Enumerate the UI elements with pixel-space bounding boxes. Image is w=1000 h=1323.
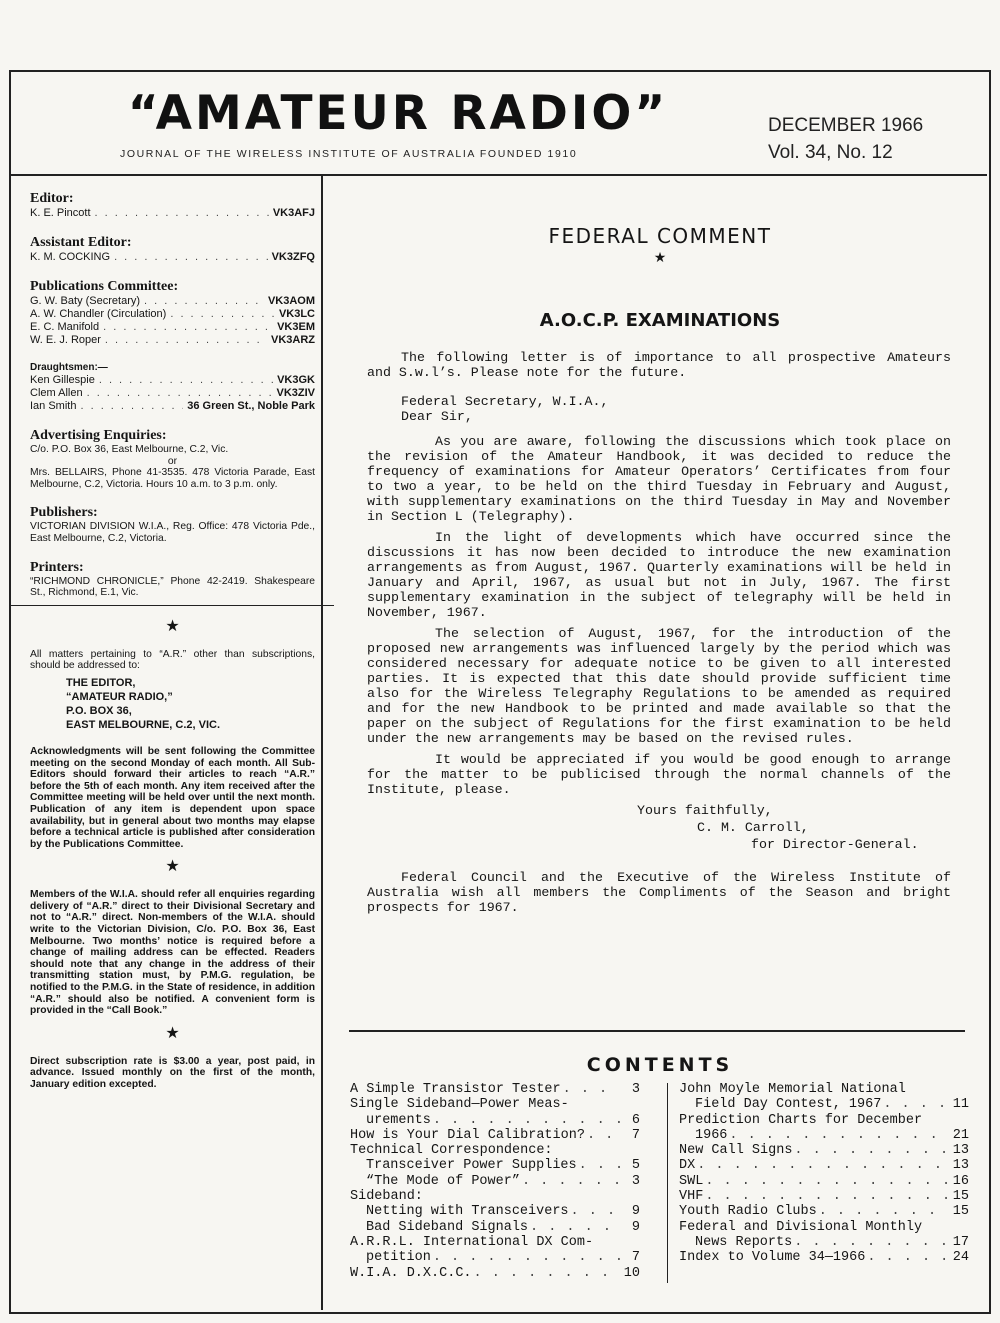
assistant-name: K. M. COCKING [30,251,111,263]
star-icon: ★ [653,251,667,266]
leader-dots [579,1158,620,1173]
contents-entry-page: 7 [631,1127,640,1143]
contents-entry-page: 6 [631,1112,640,1128]
editor-name: K. E. Pincott [30,207,91,219]
member-name: W. E. J. Roper [30,334,101,346]
contents-entry-page: 13 [952,1143,969,1159]
contents-entry [350,1235,640,1250]
contents-entry [679,1204,969,1219]
members-text: Members of the W.I.A. should refer all enquiries regarding delivery of “A.R.” direct to their Divisional Secretary and not to “A.R.” direct. Non-members of the W.I.A. should write to the Victorian Division, C/o. P.O. Box 36, East Melbourne. Two months’ notice is required before a change of mailing address can be effected. Readers should note that any change in the address of their transmitting station must, by P.M.G. regulation, be notified to the P.M.G. in the State of residence, in addition “A.R.” should also be notified. A convenient form is provided in the “Call Book.” [30,889,315,1017]
contents-entry [679,1113,969,1128]
star-icon: ★ [165,617,180,635]
assistant-section [30,234,315,264]
contents-entry [679,1082,969,1097]
contents-entry-page: 13 [952,1158,969,1174]
contents-entry-title: W.I.A. D.X.C.C. [350,1265,472,1281]
draughtsman-call: VK3ZIV [276,387,315,399]
committee-row [30,334,315,347]
contents-entry-title: Bad Sideband Signals [366,1219,529,1235]
header-divider [11,174,987,176]
printers-text: “RICHMOND CHRONICLE,” Phone 42-2419. Shakespeare St., Richmond, E.1, Vic. [30,575,315,599]
publishers-text: VICTORIAN DIVISION W.I.A., Reg. Office: 478 Victoria Pde., East Melbourne, C.2, Victoria. [30,521,315,544]
leader-dots [867,1250,949,1265]
leader-dots [433,1113,620,1128]
contents-entry [350,1174,640,1189]
committee-section [30,278,315,347]
leader-dots [729,1128,949,1143]
signature-title: for Director-General. [751,837,919,852]
contents-column-divider [667,1083,668,1283]
contents-entry-title: Prediction Charts for December [679,1112,923,1128]
contents-entry [679,1174,969,1189]
article-body [367,350,951,921]
contents-entry-title: Transceiver Power Supplies [366,1158,577,1174]
contents-entry-title: SWL [679,1173,704,1189]
leader-dots [705,1189,949,1204]
draughtsman-row [30,374,315,387]
letter-paragraph: The selection of August, 1967, for the introduction of the proposed new arrangements was influenced largely by the period which was considered necessary for adequate notice to be given to all interested parties. It is expected that this date should provide sufficient time also for the Wireless Telegraphy Regulations to be amended as required and for the new Handbook to be printed and made available so that the paper on the subject of Regulations for the first examination to be held under the new arrangements may be based on the revised rules. [367,626,951,746]
contents-entry-page: 9 [631,1219,640,1235]
address-line: THE EDITOR, [66,676,136,689]
assistant-row [30,251,315,264]
issue-volume: Vol. 34, No. 12 [768,142,893,163]
contents-entry-page: 16 [952,1173,969,1189]
address-line: “AMATEUR RADIO,” [66,690,173,703]
draughtsman-row [30,387,315,400]
leader-dots [794,1235,949,1250]
publishers-heading: Publishers: [30,505,98,521]
leader-dots [819,1204,949,1219]
contents-entry-title: Index to Volume 34—1966 [679,1250,866,1266]
leader-dots [705,1174,949,1189]
contents-entry-title: petition [366,1250,431,1266]
sidebar [30,190,315,1091]
draughtsman-name: Ken Gillespie [30,374,95,386]
committee-heading: Publications Committee: [30,279,179,294]
salutation: Dear Sir, [401,409,473,424]
address-line: EAST MELBOURNE, C.2, VIC. [66,718,221,731]
leader-dots [794,1143,949,1158]
draughtsman-name: Clem Allen [30,387,83,399]
contents-entry [679,1143,969,1158]
member-name: A. W. Chandler (Circulation) [30,308,167,320]
advertising-address: C/o. P.O. Box 36, East Melbourne, C.2, Vic. [30,444,229,455]
editor-address [66,676,315,732]
contents-entry-page: 5 [631,1158,640,1174]
member-call: VK3LC [278,308,315,320]
contents-entry-title: DX [679,1158,696,1174]
contents-entry-title: urements [366,1112,431,1128]
contents-entry [350,1143,640,1158]
leader-dots [530,1220,620,1235]
printers-section [30,559,315,606]
leader-dots [571,1204,620,1219]
editor-section [30,190,315,220]
contents-right-column [679,1082,969,1266]
sidebar-rule [11,605,334,606]
contents-entry-page: 3 [631,1082,640,1097]
leader-dots [908,1082,949,1097]
committee-row [30,308,315,321]
editor-call: VK3AFJ [272,207,315,219]
contents-entry-title: Sideband: [350,1189,423,1205]
season-greeting: Federal Council and the Executive of the Wireless Institute of Australia wish all members the Compliments of the Season and bright prospects for 1967. [367,870,951,915]
contents-entry [350,1250,640,1265]
leader-dots [555,1143,620,1158]
contents-entry-page: 3 [631,1173,640,1189]
contents-entry [679,1250,969,1265]
section-title: FEDERAL COMMENT [548,224,772,248]
star-icon: ★ [165,858,180,876]
contents-entry [679,1128,969,1143]
contents-entry-page: 11 [952,1097,969,1113]
contents-entry [679,1097,969,1112]
contents-entry-title: A Simple Transistor Tester [350,1082,561,1097]
contents-entry-page: 15 [952,1189,969,1205]
star-icon: ★ [165,1024,180,1042]
contents-entry-title: John Moyle Memorial National [679,1082,906,1097]
contents-entry-page: 24 [952,1250,969,1266]
contents-entry-title: Technical Correspondence: [350,1143,553,1159]
committee-row [30,295,315,308]
member-name: G. W. Baty (Secretary) [30,295,141,307]
contents-entry [350,1266,640,1281]
contents-entry [350,1220,640,1235]
intro-paragraph: The following letter is of importance to all prospective Amateurs and S.w.l’s. Please note for the future. [367,350,951,380]
advertising-or: or [167,455,178,467]
contents-entry-title: Field Day Contest, 1967 [695,1097,882,1113]
issue-date: DECEMBER 1966 [768,115,924,136]
advertising-heading: Advertising Enquiries: [30,428,167,443]
contents-entry-title: Federal and Divisional Monthly [679,1219,923,1235]
contents-entry-title: VHF [679,1189,704,1205]
addressee: Federal Secretary, W.I.A., [401,394,609,409]
contents-entry [350,1158,640,1173]
matters-text: All matters pertaining to “A.R.” other than subscriptions, should be addressed to: [30,648,315,672]
member-call: VK3AOM [267,295,315,307]
contents-entry-page: 10 [623,1265,640,1281]
contents-entry-page [951,1113,969,1128]
article-headline: A.O.C.P. EXAMINATIONS [539,310,781,331]
contents-entry-page: 7 [631,1250,640,1266]
leader-dots [595,1235,620,1250]
contents-entry-page: 15 [952,1204,969,1220]
leader-dots [474,1266,620,1281]
contents-entry-title: A.R.R.L. International DX Com- [350,1234,594,1250]
draughtsman-name: Ian Smith [30,400,77,412]
contents-entry-title: New Call Signs [679,1143,793,1159]
leader-dots [563,1082,620,1097]
advertising-section [30,427,315,490]
printers-heading: Printers: [30,559,84,575]
contents-entry-title: 1966 [695,1127,728,1143]
contents-entry [350,1097,640,1112]
assistant-heading: Assistant Editor: [30,235,132,250]
issue-info [768,112,923,166]
contents-entry-page: 21 [952,1127,969,1143]
contents-entry [679,1220,969,1235]
contents-entry-page [951,1220,969,1235]
subscription-text: Direct subscription rate is $3.00 a year, post paid, in advance. Issued monthly on the first of the month, January edition excepted. [30,1055,315,1090]
address-line: P.O. BOX 36, [66,704,132,717]
letter-paragraph: In the light of developments which have occurred since the discussions it has now been decided to introduce the new examination arrangements as from August, 1967. Quarterly examinations will be held in January and April, 1967, as usual but not in July, 1967. The first supplementary examination in the subject of telegraphy will be held in November, 1967. [367,530,951,620]
contents-entry-page [951,1082,969,1097]
contents-rule [349,1030,965,1032]
masthead-subtitle: JOURNAL OF THE WIRELESS INSTITUTE OF AUSTRALIA FOUNDED 1910 [120,148,578,160]
committee-row [30,321,315,334]
contents-left-column [350,1082,640,1281]
contents-entry [350,1082,640,1097]
leader-dots [883,1097,949,1112]
leader-dots [697,1158,949,1173]
letter-paragraph: It would be appreciated if you would be good enough to arrange for the matter to be publicised through the normal channels of the Institute, please. [367,752,951,797]
contents-entry-title: Youth Radio Clubs [679,1204,817,1220]
contents-entry-title: Single Sideband—Power Meas- [350,1097,569,1113]
advertising-contact: Mrs. BELLAIRS, Phone 41-3535. 478 Victoria Parade, East Melbourne, C.2, Victoria. Hours 10 a.m. to 3 p.m. only. [30,467,315,490]
draughtsmen-section [30,361,315,413]
contents-entry [350,1204,640,1219]
editor-heading: Editor: [30,191,74,206]
draughtsmen-heading: Draughtsmen:— [30,362,108,373]
editor-row [30,207,315,220]
leader-dots [522,1174,620,1189]
acknowledgments-text: Acknowledgments will be sent following the Committee meeting on the second Monday of each month. All Sub-Editors should forward their articles to reach “A.R.” before the 5th of each month. Any item received after the Committee meeting will be held over until the next month. Publication of any item is dependent upon space availability, but in general about two months may elapse before a technical article is published after consideration by the Publications Committee. [30,745,315,850]
contents-entry [679,1235,969,1250]
signature: C. M. Carroll, [697,820,809,835]
contents-entry [350,1189,640,1204]
draughtsman-address: 36 Green St., Noble Park [187,400,315,412]
contents-entry-page: 17 [952,1234,969,1250]
draughtsman-row [30,400,315,413]
leader-dots [924,1220,949,1235]
publishers-section [30,504,315,544]
column-divider [321,176,323,1310]
letter-paragraph: As you are aware, following the discussions which took place on the revision of the Amateur Handbook, it was decided to reduce the frequency of examinations for Amateur Operators’ Certificates from four to two a year, to be held on the third Tuesday in February and August, with supplementary examinations on the third Tuesday in May and November in Section L (Telegraphy). [367,434,951,524]
contents-entry-title: Netting with Transceivers [366,1204,569,1220]
contents-entry-page [622,1189,640,1204]
contents-entry-page [622,1097,640,1112]
leader-dots [924,1113,949,1128]
contents-entry-title: How is Your Dial Calibration? [350,1127,585,1143]
contents-entry-page: 9 [631,1204,640,1220]
member-call: VK3ARZ [270,334,315,346]
leader-dots [571,1097,620,1112]
contents-entry-title: News Reports [695,1234,793,1250]
leader-dots [425,1189,620,1204]
leader-dots [433,1250,620,1265]
contents-entry [679,1189,969,1204]
member-call: VK3EM [277,321,315,333]
masthead-title: “AMATEUR RADIO” [127,86,669,141]
leader-dots [587,1128,620,1143]
member-name: E. C. Manifold [30,321,100,333]
contents-heading: CONTENTS [586,1054,734,1076]
contents-entry-title: “The Mode of Power” [366,1173,520,1189]
assistant-call: VK3ZFQ [271,251,315,263]
draughtsman-call: VK3GK [277,374,315,386]
contents-entry-page [622,1235,640,1250]
closing: Yours faithfully, [637,803,773,818]
contents-entry [679,1158,969,1173]
contents-entry [350,1113,640,1128]
contents-entry-page [622,1143,640,1158]
contents-entry [350,1128,640,1143]
